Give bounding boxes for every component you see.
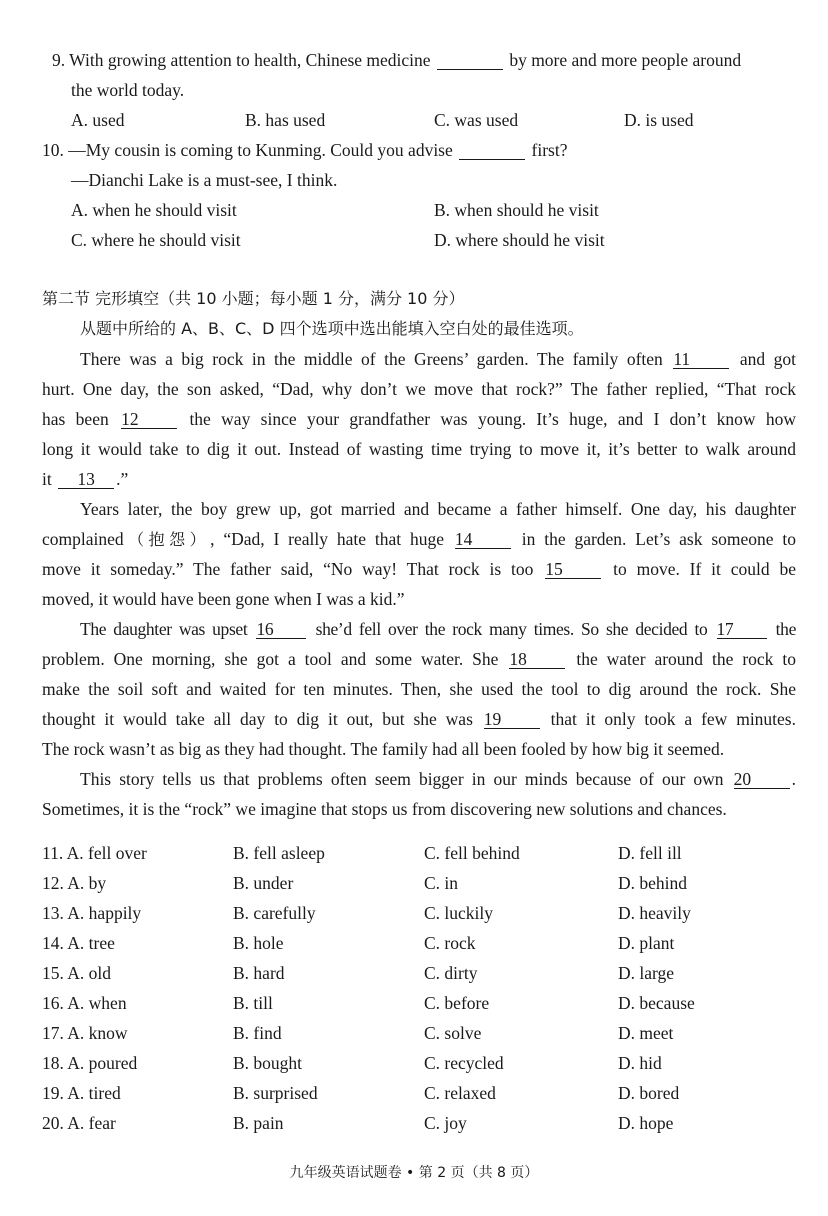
choice-15-c: C. dirty (424, 963, 478, 983)
passage-p2-line4: moved, it would have been gone when I was a kid.” (42, 589, 405, 609)
passage-text: , “Dad, I really hate that huge (210, 529, 444, 549)
choice-11-a: 11. A. fell over (42, 843, 147, 863)
choice-17-a: 17. A. know (42, 1023, 128, 1043)
passage-p1-line4: long it would take to dig it out. Instead of wasting time trying to move it, it’s better to walk around (42, 439, 796, 459)
choice-11-b: B. fell asleep (233, 843, 325, 863)
q10-option-a: A. when he should visit (71, 200, 237, 220)
passage-p4-line1 (80, 768, 796, 790)
choice-13-d: D. heavily (618, 903, 691, 923)
choice-14-d: D. plant (618, 933, 675, 953)
q9-option-a: A. used (71, 110, 125, 130)
choice-16-d: D. because (618, 993, 695, 1013)
passage-p1-line3 (42, 408, 796, 430)
choice-19-d: D. bored (618, 1083, 680, 1103)
passage-p2-line3 (42, 558, 796, 580)
choice-18-a: 18. A. poured (42, 1053, 138, 1073)
q10-stem-text: 10. —My cousin is coming to Kunming. Could you advise (42, 140, 453, 160)
passage-text: in the garden. Let’s ask someone to (521, 529, 797, 549)
passage-text: There was a big rock in the middle of the Greens’ garden. The family often (80, 349, 663, 369)
passage-text: the water around the rock to (576, 649, 796, 669)
passage-p3-line2 (42, 648, 796, 670)
choice-18-c: C. recycled (424, 1053, 504, 1073)
choice-17-b: B. find (233, 1023, 282, 1043)
choice-13-c: C. luckily (424, 903, 494, 923)
passage-p4-line2: Sometimes, it is the “rock” we imagine that stops us from discovering new solutions and chances. (42, 799, 727, 819)
passage-text: This story tells us that problems often seem bigger in our minds because of our own (80, 769, 724, 789)
passage-text: has been (42, 409, 109, 429)
choice-15-b: B. hard (233, 963, 285, 983)
page-footer: 九年级英语试题卷 • 第 2 页（共 8 页） (289, 1165, 539, 1181)
passage-p3-line1 (80, 618, 796, 640)
q10-stem-line1 (42, 139, 567, 161)
q9-option-d: D. is used (624, 110, 694, 130)
choice-12-b: B. under (233, 873, 294, 893)
choice-15-d: D. large (618, 963, 675, 983)
blank-16: 16 (256, 620, 306, 639)
blank-14: 14 (455, 530, 511, 549)
choice-11-d: D. fell ill (618, 843, 682, 863)
passage-p2-line1: Years later, the boy grew up, got married and became a father himself. One day, his daughter (80, 499, 796, 519)
passage-gloss: （抱怨） (123, 530, 211, 549)
passage-text: move it someday.” The father said, “No way! That rock is too (42, 559, 534, 579)
choice-18-d: D. hid (618, 1053, 662, 1073)
choice-12-c: C. in (424, 873, 459, 893)
section-instruction: 从题中所给的 A、B、C、D 四个选项中选出能填入空白处的最佳选项。 (80, 319, 584, 338)
q9-option-c: C. was used (434, 110, 519, 130)
passage-text: problem. One morning, she got a tool and some water. She (42, 649, 499, 669)
blank-12: 12 (121, 410, 177, 429)
q10-stem-text-end: first? (531, 140, 568, 160)
section-title: 第二节 完形填空（共 10 小题；每小题 1 分，满分 10 分） (42, 289, 465, 308)
choice-13-a: 13. A. happily (42, 903, 142, 923)
choice-15-a: 15. A. old (42, 963, 112, 983)
passage-text: . (791, 769, 796, 789)
choice-20-d: D. hope (618, 1113, 674, 1133)
passage-p1-line1 (80, 348, 796, 370)
choice-19-c: C. relaxed (424, 1083, 496, 1103)
choice-16-b: B. till (233, 993, 273, 1013)
choice-20-a: 20. A. fear (42, 1113, 116, 1133)
choice-13-b: B. carefully (233, 903, 316, 923)
choice-17-c: C. solve (424, 1023, 482, 1043)
passage-text: thought it would take all day to dig it out, but she was (42, 709, 473, 729)
choice-18-b: B. bought (233, 1053, 303, 1073)
passage-p1-line5 (42, 468, 128, 490)
q9-stem-line1 (52, 49, 741, 71)
passage-text: the way since your grandfather was young. It’s huge, and I don’t know how (189, 409, 797, 429)
q10-option-b: B. when should he visit (434, 200, 599, 220)
blank-15: 15 (545, 560, 601, 579)
passage-text: The daughter was upset (80, 619, 248, 639)
passage-p3-line4 (42, 708, 796, 730)
blank-18: 18 (509, 650, 565, 669)
choice-20-b: B. pain (233, 1113, 284, 1133)
passage-p3-line3: make the soil soft and waited for ten minutes. Then, she used the tool to dig around the rock. She (42, 679, 796, 699)
passage-text: to move. If it could be (613, 559, 796, 579)
choice-12-a: 12. A. by (42, 873, 107, 893)
choice-11-c: C. fell behind (424, 843, 520, 863)
blank-11: 11 (673, 350, 729, 369)
choice-19-a: 19. A. tired (42, 1083, 121, 1103)
choice-20-c: C. joy (424, 1113, 467, 1133)
passage-text: she’d fell over the rock many times. So she decided to (315, 619, 708, 639)
choice-14-c: C. rock (424, 933, 476, 953)
passage-p2-line2 (42, 528, 796, 551)
passage-p3-line5: The rock wasn’t as big as they had thought. The family had all been fooled by how big it seemed. (42, 739, 725, 759)
q10-option-c: C. where he should visit (71, 230, 241, 250)
blank-19: 19 (484, 710, 540, 729)
blank-20: 20 (734, 770, 790, 789)
passage-text: it (42, 469, 52, 489)
passage-p1-line2: hurt. One day, the son asked, “Dad, why don’t we move that rock?” The father replied, “That rock (42, 379, 796, 399)
q10-stem-line2: —Dianchi Lake is a must-see, I think. (71, 170, 338, 190)
q10-blank (459, 141, 525, 160)
choice-16-a: 16. A. when (42, 993, 127, 1013)
choice-12-d: D. behind (618, 873, 688, 893)
passage-text: that it only took a few minutes. (550, 709, 796, 729)
q9-stem-text-end: by more and more people around (509, 50, 742, 70)
passage-text: and got (739, 349, 796, 369)
choice-14-a: 14. A. tree (42, 933, 115, 953)
choice-17-d: D. meet (618, 1023, 674, 1043)
blank-13: 13 (58, 470, 114, 489)
choice-19-b: B. surprised (233, 1083, 318, 1103)
passage-text: complained (42, 529, 124, 549)
q9-stem-line2: the world today. (71, 80, 185, 100)
q9-option-b: B. has used (245, 110, 326, 130)
passage-text: the (775, 619, 796, 639)
blank-17: 17 (717, 620, 767, 639)
q9-stem-text: 9. With growing attention to health, Chinese medicine (52, 50, 431, 70)
choice-16-c: C. before (424, 993, 490, 1013)
q9-blank (437, 51, 503, 70)
choice-14-b: B. hole (233, 933, 284, 953)
passage-text: .” (116, 469, 129, 489)
q10-option-d: D. where should he visit (434, 230, 605, 250)
